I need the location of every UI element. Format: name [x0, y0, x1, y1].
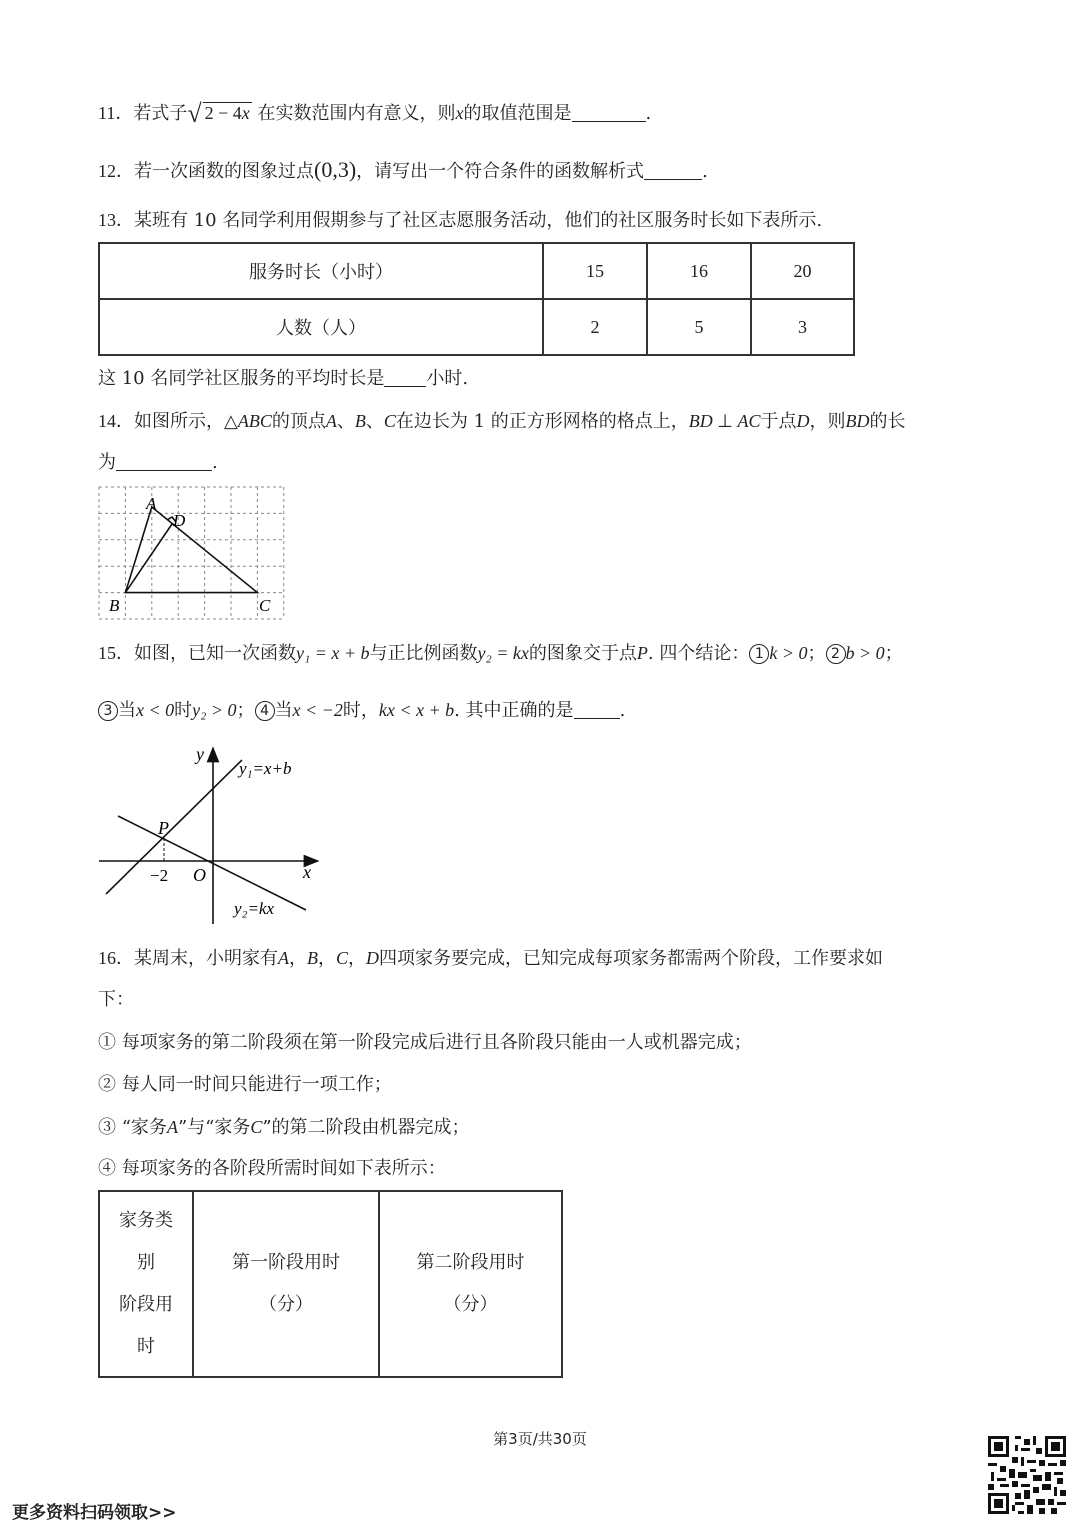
- triangle-abc: [125, 507, 257, 593]
- question-13-answer: 这 10 名同学社区服务的平均时长是 小时.: [98, 368, 469, 389]
- header-chore-type: 家务类 别 阶段用 时: [99, 1191, 193, 1377]
- question-12: 12．若一次函数的图象过点(0,3)，请写出一个符合条件的函数解析式 .: [98, 157, 708, 182]
- question-14: 14．如图所示，△ABC的顶点A、B、C在边长为 1 的正方形网格的格点上，BD ⊥ AC于点D，则BD的长: [98, 411, 906, 432]
- x-axis-label: x: [303, 862, 311, 882]
- question-16: 16．某周末，小明家有A，B，C，D四项家务要完成，已知完成每项家务都需两个阶段，工作要求如: [98, 948, 884, 969]
- service-hours-table: 服务时长（小时） 15 16 20 人数（人） 2 5 3: [98, 242, 855, 356]
- question-13: 13．某班有 10 名同学利用假期参与了社区志愿服务活动，他们的社区服务时长如下表所示.: [98, 210, 823, 231]
- chore-time-table: [98, 1190, 563, 1378]
- question-11: 11．若式子√ 2 − 4x 在实数范围内有意义，则x的取值范围是 .: [98, 99, 652, 128]
- requirement-1: ① 每项家务的第二阶段须在第一阶段完成后进行且各阶段只能由一人或机器完成；: [98, 1032, 752, 1053]
- linear-function-figure: [96, 742, 328, 927]
- table-header-count: 人数（人）: [99, 299, 543, 355]
- answer-blank[interactable]: [116, 452, 212, 471]
- grid-lines: [99, 487, 284, 619]
- label-c: C: [259, 596, 271, 615]
- question-15: 15．如图，已知一次函数y₁ = x + b与正比例函数y₂ = kx的图象交于点P. 四个结论： 1 k > 0； 2 b > 0；: [98, 643, 903, 664]
- radical: 2 − 4x: [204, 103, 250, 123]
- header-stage-2: 第二阶段用时 （分）: [379, 1191, 562, 1377]
- question-16-line2: 下：: [98, 989, 134, 1010]
- tick-neg2: −2: [150, 866, 169, 885]
- table-header-hours: 服务时长（小时）: [99, 243, 543, 299]
- question-14-line2: 为 .: [98, 452, 218, 473]
- page-number: 第3页/共30页: [493, 1430, 587, 1448]
- requirement-3: ③ “家务A”与“家务C”的第二阶段由机器完成；: [98, 1117, 470, 1138]
- label-a: A: [146, 494, 157, 513]
- label-d: D: [173, 511, 186, 530]
- answer-blank[interactable]: [574, 700, 620, 719]
- triangle-grid-figure: [96, 484, 292, 624]
- header-stage-1: 第一阶段用时 （分）: [193, 1191, 379, 1377]
- point-p-label: P: [158, 818, 169, 838]
- requirement-2: ② 每人同一时间只能进行一项工作；: [98, 1074, 392, 1095]
- answer-blank[interactable]: [572, 103, 646, 122]
- y-axis-label: y: [196, 744, 204, 764]
- answer-blank[interactable]: [384, 368, 426, 387]
- y1-label: y₁=x+b: [239, 759, 292, 778]
- qr-code-icon[interactable]: [988, 1436, 1066, 1514]
- more-resources-link[interactable]: 更多资料扫码领取>>: [12, 1503, 177, 1523]
- line-y2: [118, 816, 306, 910]
- y2-label: y₂=kx: [234, 899, 275, 918]
- answer-blank[interactable]: [644, 161, 702, 180]
- origin-label: O: [193, 865, 206, 885]
- line-y1: [106, 760, 242, 894]
- requirement-4: ④ 每项家务的各阶段所需时间如下表所示：: [98, 1158, 446, 1179]
- label-b: B: [109, 596, 120, 615]
- question-15-line2: 3 当x < 0时y₂ > 0； 4 当x < −2时，kx < x + b. 其中正确的是 .: [98, 697, 625, 724]
